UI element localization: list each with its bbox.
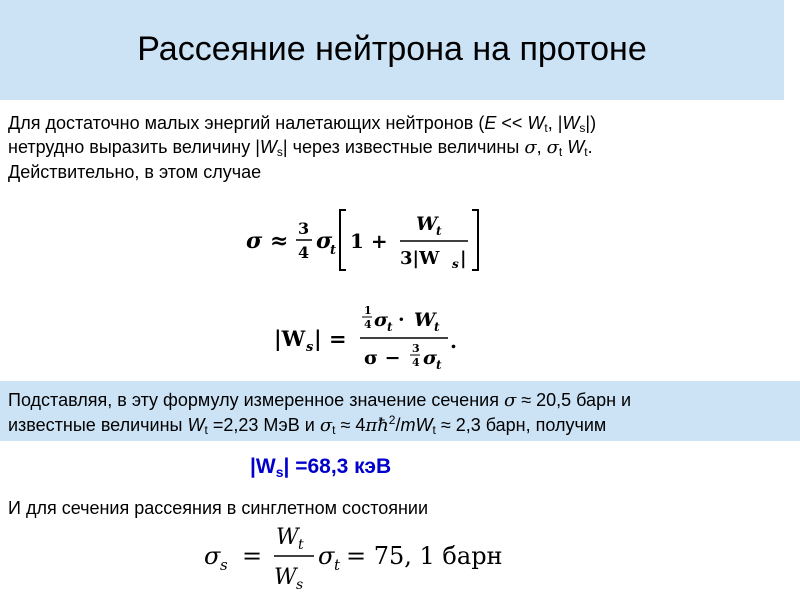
f2-lhs-close: | =	[314, 326, 347, 351]
f1-den-close: |	[460, 248, 467, 269]
f2-period: .	[450, 329, 457, 353]
f3-sub-s: s	[220, 556, 228, 574]
f1-bracket-right	[472, 210, 478, 270]
f3-num-t: t	[298, 537, 304, 553]
substitution-line-1: Подставляя, в эту формулу измеренное значение сечения σ ≈ 20,5 барн и	[8, 390, 632, 411]
f2-num-frac-d: 4	[364, 318, 372, 331]
f2-num-t: t	[387, 320, 393, 334]
f3-rhs: = 75, 1 барн	[346, 542, 503, 570]
slide-title: Рассеяние нейтрона на протоне	[137, 30, 647, 68]
f2-num-W-t: t	[434, 320, 440, 334]
f3-num-W: W	[276, 525, 299, 550]
f3-sigma: σ	[204, 542, 221, 570]
f1-one-plus: 1 +	[350, 229, 388, 253]
singlet-formula	[200, 518, 530, 598]
singlet-paragraph: И для сечения рассеяния в синглетном состоянии	[8, 498, 429, 518]
substitution-paragraph	[8, 388, 631, 438]
f1-sigma: σ	[246, 228, 263, 254]
intro-line-2: нетрудно выразить величину $|W_s|$ через известные величины σ, $\sigma_t$ $W_t$.	[8, 137, 593, 159]
f2-lhs-s: s	[306, 340, 314, 355]
f3-den-W: W	[274, 565, 297, 590]
f3-sigma-t: σ	[318, 542, 335, 570]
f2-num-W: W	[414, 309, 436, 331]
f1-num-W: W	[416, 213, 438, 235]
substitution-line-2: известные величины $W_t =2,23$ МэВ и $\sigma_t$ ≈ $4\pi ħ^2/mW_t \approx 2,3$ барн, получим	[8, 413, 607, 437]
f2-den-sigma-t: σ	[423, 347, 438, 369]
f1-num-t: t	[436, 224, 442, 238]
f1-den-s: s	[452, 257, 459, 271]
f1-sub-t: t	[330, 243, 337, 258]
f1-bracket-left	[340, 210, 346, 270]
f2-den-sigma: σ −	[364, 347, 401, 369]
f2-den-frac-d: 4	[412, 356, 420, 369]
formula-block	[230, 198, 490, 378]
f3-eq: =	[242, 542, 263, 570]
f3-den-s: s	[296, 577, 304, 593]
f1-frac-num: 3	[298, 219, 310, 238]
intro-line-3: Действительно, в этом случае	[8, 162, 262, 182]
f2-lhs: |W	[274, 326, 306, 351]
f2-den-frac-n: 3	[412, 342, 420, 355]
f2-num-frac-n: 1	[364, 304, 372, 317]
f2-den-t: t	[436, 358, 442, 372]
f3-sub-t: t	[334, 556, 341, 574]
f1-sigma-t: σ	[316, 228, 333, 254]
intro-paragraph	[8, 111, 792, 184]
f2-num-sigma: σ	[374, 309, 389, 331]
f1-frac-den: 4	[298, 243, 310, 262]
f1-den: 3|W	[400, 248, 440, 269]
f2-num-dot: ·	[398, 309, 405, 331]
result-value: $|W_s| =68,3$ кэВ	[250, 455, 392, 480]
intro-line-1: Для достаточно малых энергий налетающих нейтронов ($E << W_t$, $|W_s|$)	[8, 113, 597, 135]
f1-approx: ≈	[270, 228, 289, 254]
